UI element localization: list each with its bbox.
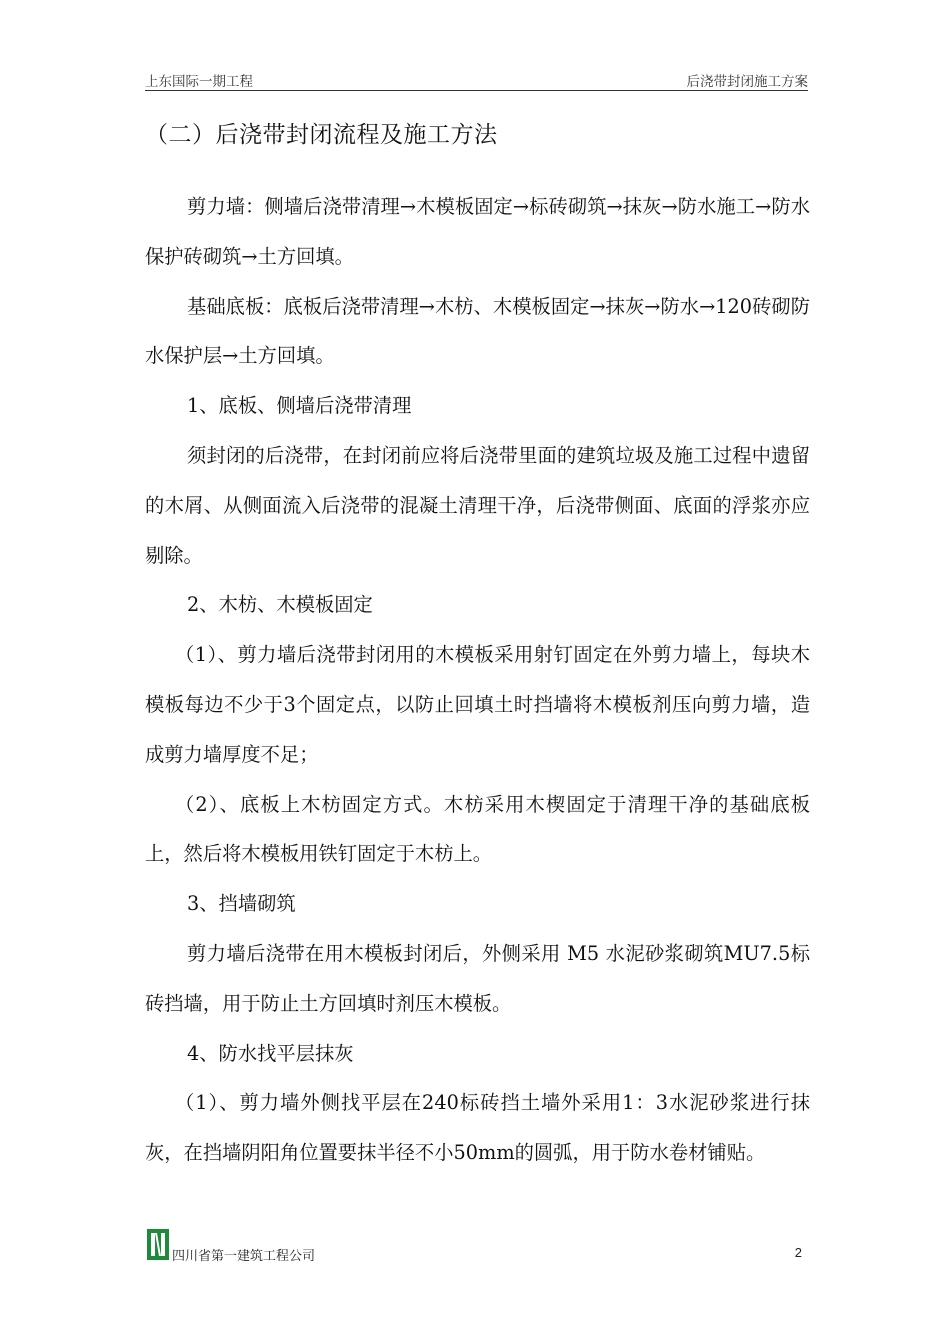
paragraph-step-2-item-1: （1）、剪力墙后浇带封闭用的木模板采用射钉固定在外剪力墙上，每块木模板每边不少于3个固定点，以防止回填土时挡墙将木模板剂压向剪力墙，造成剪力墙厚度不足； [145, 643, 810, 766]
heading-step-1: 1、底板、侧墙后浇带清理 [187, 394, 412, 418]
paragraph-step-3: 剪力墙后浇带在用木模板封闭后，外侧采用 M5 水泥砂浆砌筑MU7.5标砖挡墙，用于防止土方回填时剂压木模板。 [145, 941, 810, 1015]
paragraph-step-4-item-1: （1）、剪力墙外侧找平层在240标砖挡土墙外采用1：3水泥砂浆进行抹灰，在挡墙阴阳角位置要抹半径不小50mm的圆弧，用于防水卷材铺贴。 [145, 1091, 810, 1165]
page-number: 2 [794, 1245, 802, 1260]
paragraph-step-1: 须封闭的后浇带，在封闭前应将后浇带里面的建筑垃圾及施工过程中遗留的木屑、从侧面流入后浇带的混凝土清理干净，后浇带侧面、底面的浮浆亦应剔除。 [145, 443, 810, 567]
heading-step-3: 3、挡墙砌筑 [187, 892, 296, 916]
heading-step-2: 2、木枋、木模板固定 [187, 593, 373, 617]
paragraph-base-slab-flow: 基础底板：底板后浇带清理→木枋、木模板固定→抹灰→防水→120砖砌防水保护层→土方回填。 [145, 294, 810, 368]
document-body [145, 182, 810, 1178]
section-title: （二）后浇带封闭流程及施工方法 [145, 122, 498, 148]
page-header [145, 68, 808, 91]
header-project-name: 上东国际一期工程 [145, 74, 253, 90]
heading-step-4: 4、防水找平层抹灰 [187, 1041, 354, 1065]
company-logo-icon [147, 1229, 169, 1260]
paragraph-step-2-item-2: （2）、底板上木枋固定方式。木枋采用木楔固定于清理干净的基础底板上，然后将木模板用铁钉固定于木枋上。 [145, 792, 810, 866]
page-footer [145, 1229, 808, 1263]
header-document-title: 后浇带封闭施工方案 [686, 74, 808, 90]
paragraph-shear-wall-flow: 剪力墙：侧墙后浇带清理→木模板固定→标砖砌筑→抹灰→防水施工→防水保护砖砌筑→土方回填。 [145, 195, 810, 268]
footer-company-name: 四川省第一建筑工程公司 [172, 1249, 316, 1264]
